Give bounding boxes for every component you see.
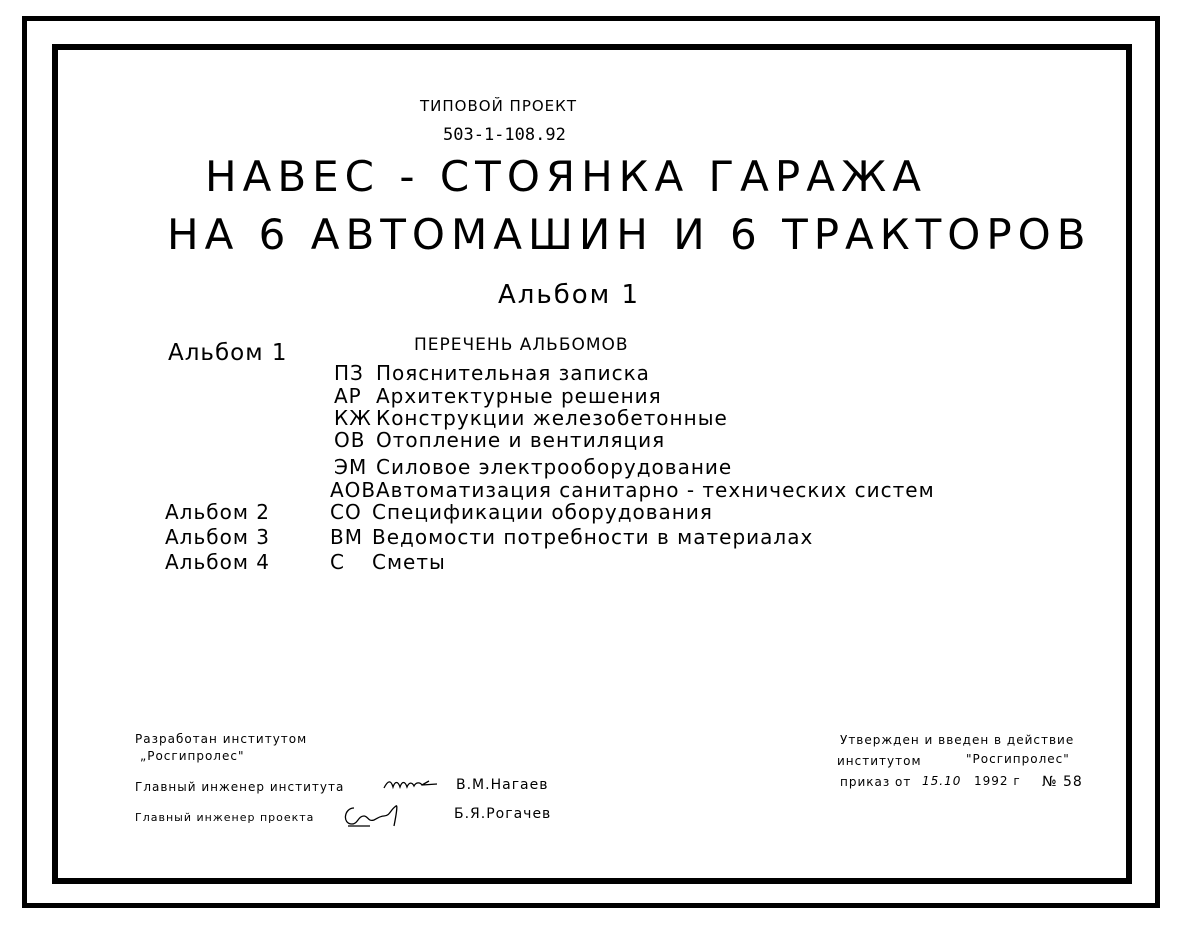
order-label: приказ от bbox=[840, 775, 912, 789]
signature-nagaev-icon bbox=[382, 774, 440, 794]
list-item-text: Архитектурные решения bbox=[376, 384, 662, 408]
developed-by: Разработан институтом bbox=[135, 732, 308, 746]
list-item-text: Сметы bbox=[372, 550, 446, 574]
album-label-4: Альбом 4 bbox=[165, 550, 270, 574]
list-item-text: Автоматизация санитарно - технических систем bbox=[376, 478, 935, 502]
list-item-code: КЖ bbox=[334, 406, 372, 430]
list-item-code: ПЗ bbox=[334, 361, 364, 385]
chief-engineer-project-name: Б.Я.Рогачев bbox=[454, 806, 552, 822]
list-item-text: Отопление и вентиляция bbox=[376, 428, 666, 452]
chief-engineer-project-label: Главный инженер проекта bbox=[135, 811, 315, 824]
project-type: ТИПОВОЙ ПРОЕКТ bbox=[420, 97, 577, 115]
approved-institute-name: "Росгипролес" bbox=[966, 752, 1070, 766]
list-item-code: ЭМ bbox=[334, 455, 368, 479]
order-year: 1992 г bbox=[974, 774, 1021, 788]
page-title: НАВЕС - СТОЯНКА ГАРАЖА bbox=[205, 152, 927, 201]
chief-engineer-institute-name: В.М.Нагаев bbox=[456, 777, 549, 793]
list-item-code: ОВ bbox=[334, 428, 366, 452]
list-item-text: Конструкции железобетонные bbox=[376, 406, 728, 430]
list-item-text: Спецификации оборудования bbox=[372, 500, 713, 524]
approved-line: Утвержден и введен в действие bbox=[840, 733, 1075, 747]
page-subtitle: НА 6 АВТОМАШИН И 6 ТРАКТОРОВ bbox=[167, 210, 1092, 259]
album-label-3: Альбом 3 bbox=[165, 525, 270, 549]
list-item-code: ВМ bbox=[330, 525, 363, 549]
album-label-1: Альбом 1 bbox=[168, 340, 288, 366]
order-date: 15.10 bbox=[922, 774, 962, 788]
list-item-code: АОВ bbox=[330, 478, 377, 502]
chief-engineer-institute-label: Главный инженер института bbox=[135, 780, 345, 794]
list-heading: ПЕРЕЧЕНЬ АЛЬБОМОВ bbox=[414, 335, 629, 355]
list-item-code: АР bbox=[334, 384, 362, 408]
signature-rogachev-icon bbox=[340, 800, 404, 830]
approved-institute-label: институтом bbox=[837, 754, 922, 768]
list-item-text: Пояснительная записка bbox=[376, 361, 650, 385]
album-label-2: Альбом 2 bbox=[165, 500, 270, 524]
list-item-code: СО bbox=[330, 500, 362, 524]
project-number: 503-1-108.92 bbox=[443, 125, 566, 145]
list-item-code: С bbox=[330, 550, 345, 574]
list-item-text: Силовое электрооборудование bbox=[376, 455, 733, 479]
album-heading: Альбом 1 bbox=[498, 280, 641, 310]
developer-institute: „Росгипролес" bbox=[140, 749, 245, 763]
list-item-text: Ведомости потребности в материалах bbox=[372, 525, 814, 549]
order-number: № 58 bbox=[1042, 774, 1083, 790]
